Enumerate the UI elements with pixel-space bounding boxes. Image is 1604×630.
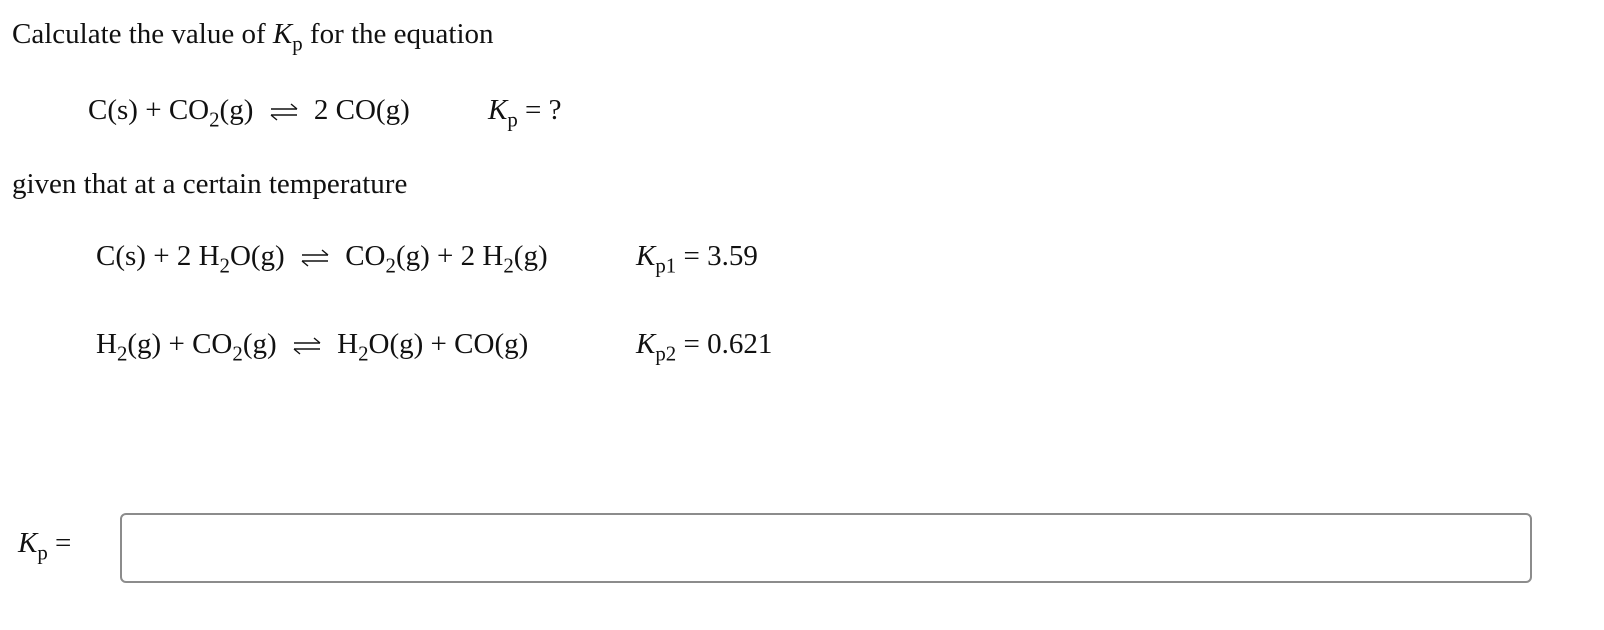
question-prompt bbox=[12, 18, 494, 56]
products bbox=[314, 94, 410, 126]
kp-subscript: p bbox=[292, 31, 303, 56]
species: $H_2(g)$ bbox=[96, 328, 162, 366]
products: $CO_2(g) + 2$ $H_2(g)$ bbox=[345, 240, 548, 278]
prompt-text-before: Calculate the value of bbox=[12, 18, 266, 50]
species: $CO_2(g)$ bbox=[192, 328, 277, 366]
target-equation bbox=[88, 94, 410, 132]
species: $CO_2(g)$ bbox=[168, 94, 254, 132]
products: $H_2O(g) + CO(g)$ bbox=[337, 328, 529, 366]
equilibrium-arrow-icon bbox=[298, 248, 332, 268]
equilibrium-arrow-icon bbox=[290, 336, 324, 356]
kp-symbol: K bbox=[272, 18, 293, 50]
species: C(s) bbox=[88, 94, 138, 126]
species: 2 $H_2O(g)$ bbox=[176, 240, 285, 278]
species: $H_2O(g)$ bbox=[337, 328, 424, 366]
prompt-text-after: for the equation bbox=[309, 18, 494, 50]
reactants: C(s) + 2 $H_2O(g)$ bbox=[96, 240, 285, 278]
equilibrium-arrow-icon bbox=[267, 102, 301, 122]
target-k-value: $K_p$ = ? bbox=[488, 94, 562, 132]
kp1-value: $K_{p1} = 3.59$ bbox=[636, 240, 758, 278]
given-text: given that at a certain temperature bbox=[12, 168, 408, 200]
given-equation-1 bbox=[96, 240, 548, 278]
kp2-value: $K_{p2} = 0.621$ bbox=[636, 328, 773, 366]
answer-label: $K_p$ = bbox=[18, 527, 72, 565]
species: 2 $H_2(g)$ bbox=[460, 240, 548, 278]
kp-answer-input[interactable] bbox=[120, 513, 1532, 583]
species: $CO_2(g)$ bbox=[345, 240, 430, 278]
reactants: $H_2(g) + CO_2(g)$ bbox=[96, 328, 277, 366]
given-equation-2 bbox=[96, 328, 529, 366]
reactants bbox=[88, 94, 261, 132]
plus-sign: + bbox=[145, 94, 162, 126]
species: 2 CO(g) bbox=[313, 94, 410, 126]
